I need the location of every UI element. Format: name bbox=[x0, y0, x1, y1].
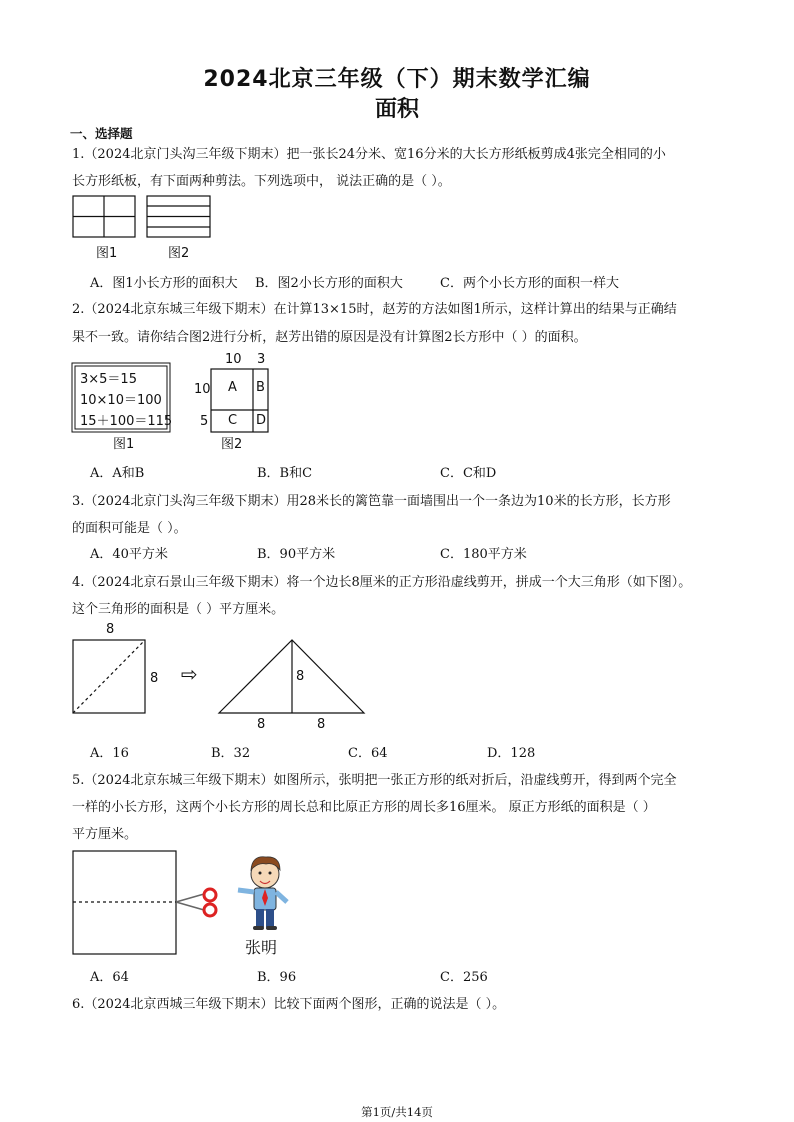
q4-text-line2: 这个三角形的面积是（ ）平方厘米。 bbox=[72, 602, 285, 617]
q2-text-line1: 2.（2024北京东城三年级下期末）在计算13×15时，赵芳的方法如图1所示，这样计算出的结果与正确结 bbox=[72, 302, 677, 317]
q4-option-a[interactable]: A．16 bbox=[90, 746, 129, 761]
q2-option-a[interactable]: A．A和B bbox=[90, 466, 145, 481]
q2-option-c[interactable]: C．C和D bbox=[440, 466, 497, 481]
boy-name-label: 张明 bbox=[245, 938, 278, 957]
section-heading: 一、选择题 bbox=[70, 126, 133, 141]
q2-calc-line-1: 3×5＝15 bbox=[80, 372, 137, 387]
q3-option-c[interactable]: C．180平方米 bbox=[440, 547, 527, 562]
q2-label-top-3: 3 bbox=[257, 352, 266, 367]
q5-text-line1: 5.（2024北京东城三年级下期末）如图所示，张明把一张正方形的纸对折后，沿虚线剪开，得到两个完全 bbox=[72, 773, 677, 788]
q5-option-c[interactable]: C．256 bbox=[440, 970, 488, 985]
q4-triangle-height-label: 8 bbox=[296, 669, 305, 684]
q2-calc-line-3: 15＋100＝115 bbox=[80, 414, 173, 429]
q4-square-right-label: 8 bbox=[150, 671, 159, 686]
q5-text-line3: 平方厘米。 bbox=[72, 827, 138, 842]
q4-option-d[interactable]: D．128 bbox=[487, 746, 536, 761]
q6-text-line1: 6.（2024北京西城三年级下期末）比较下面两个图形，正确的说法是（ ）。 bbox=[72, 997, 506, 1012]
q2-label-top-10: 10 bbox=[225, 352, 242, 367]
q2-region-b: B bbox=[256, 380, 265, 395]
q2-fig1-label: 图1 bbox=[113, 437, 135, 452]
q2-calc-line-2: 10×10＝100 bbox=[80, 393, 162, 408]
q4-triangle-base-left-label: 8 bbox=[257, 717, 266, 732]
q1-fig2-label: 图2 bbox=[168, 246, 190, 261]
q2-label-left-10: 10 bbox=[194, 382, 211, 397]
page-footer: 第1页/共14页 bbox=[361, 1105, 433, 1119]
q5-square-paper bbox=[73, 851, 176, 954]
q5-option-b[interactable]: B．96 bbox=[257, 970, 297, 985]
q2-region-c: C bbox=[228, 413, 238, 428]
q4-square-top-label: 8 bbox=[106, 622, 115, 637]
q1-option-b[interactable]: B．图2小长方形的面积大 bbox=[255, 276, 403, 291]
q2-option-b[interactable]: B．B和C bbox=[257, 466, 313, 481]
q4-option-c[interactable]: C．64 bbox=[348, 746, 388, 761]
q3-text-line1: 3.（2024北京门头沟三年级下期末）用28米长的篱笆靠一面墙围出一个一条边为10米的长方形，长方形 bbox=[72, 494, 671, 509]
q4-option-b[interactable]: B．32 bbox=[211, 746, 251, 761]
q2-fig2-label: 图2 bbox=[221, 437, 243, 452]
q2-region-d: D bbox=[256, 413, 267, 428]
boy-illustration-icon bbox=[238, 857, 287, 930]
page-subtitle: 面积 bbox=[374, 97, 419, 122]
q4-text-line1: 4.（2024北京石景山三年级下期末）将一个边长8厘米的正方形沿虚线剪开，拼成一个大三角形（如下图）。 bbox=[72, 575, 692, 590]
q3-option-b[interactable]: B．90平方米 bbox=[257, 547, 336, 562]
q1-text-line1: 1.（2024北京门头沟三年级下期末）把一张长24分米、宽16分米的大长方形纸板剪成4张完全相同的小 bbox=[72, 147, 666, 162]
q3-option-a[interactable]: A．40平方米 bbox=[90, 547, 168, 562]
q5-text-line2: 一样的小长方形，这两个小长方形的周长总和比原正方形的周长多16厘米。 原正方形纸的面积是（ ） bbox=[72, 800, 656, 815]
scissors-icon bbox=[176, 889, 216, 916]
q2-label-left-5: 5 bbox=[200, 414, 209, 429]
q3-text-line2: 的面积可能是（ ）。 bbox=[72, 521, 187, 536]
q4-triangle-base-right-label: 8 bbox=[317, 717, 326, 732]
page-title: 2024北京三年级（下）期末数学汇编 bbox=[203, 67, 591, 92]
arrow-right-icon: ⇨ bbox=[181, 662, 198, 686]
q1-fig1-label: 图1 bbox=[96, 246, 118, 261]
q1-option-a[interactable]: A．图1小长方形的面积大 bbox=[90, 276, 238, 291]
q5-option-a[interactable]: A．64 bbox=[90, 970, 129, 985]
q1-option-c[interactable]: C．两个小长方形的面积一样大 bbox=[440, 276, 619, 291]
q2-text-line2: 果不一致。请你结合图2进行分析，赵芳出错的原因是没有计算图2长方形中（ ）的面积。 bbox=[72, 330, 587, 345]
q1-text-line2: 长方形纸板，有下面两种剪法。下列选项中， 说法正确的是（ ）。 bbox=[72, 174, 451, 189]
q2-region-a: A bbox=[228, 380, 237, 395]
